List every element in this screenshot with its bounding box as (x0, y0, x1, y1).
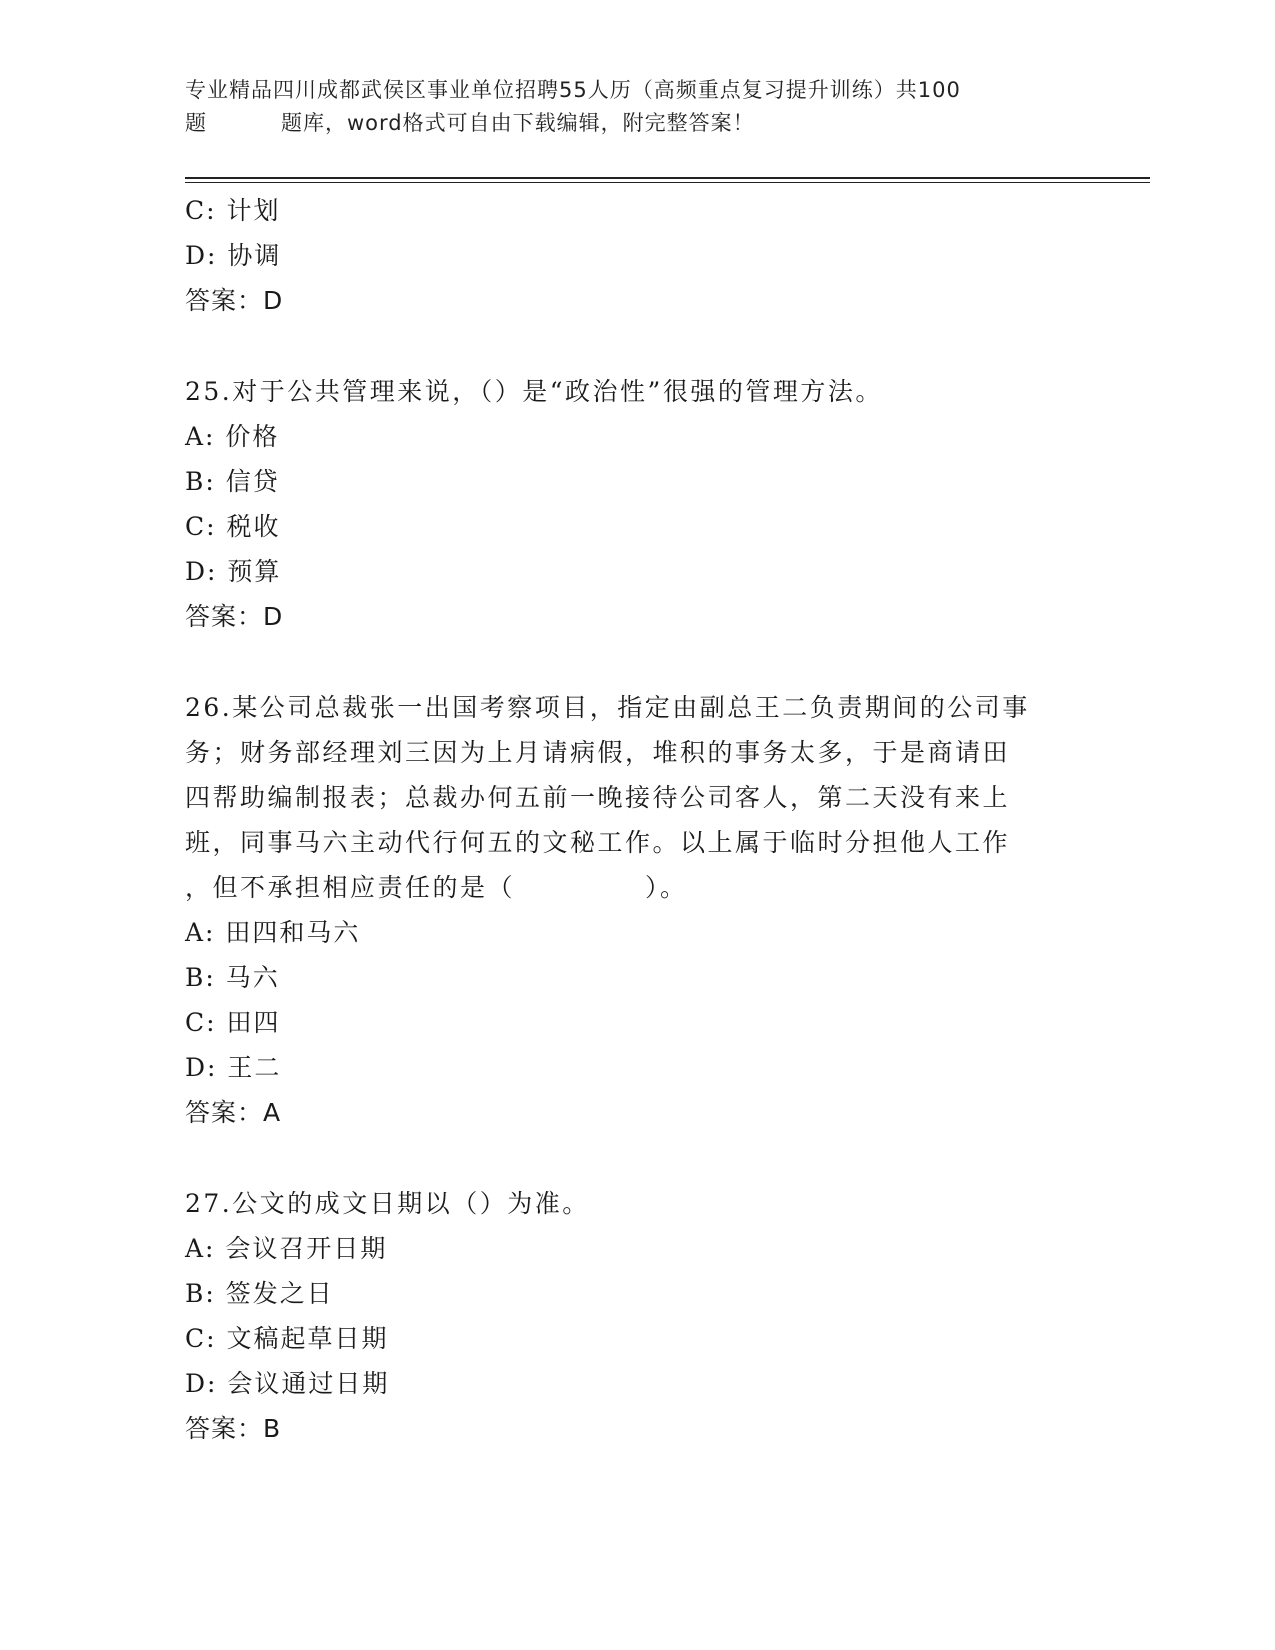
option-c: C: 文稿起草日期 (185, 1324, 389, 1353)
option-c: C: 计划 (185, 196, 281, 225)
option-b: B: 马六 (185, 963, 280, 992)
question-stem-line: 务；财务部经理刘三因为上月请病假，堆积的事务太多，于是商请田 (185, 738, 1011, 767)
question-stem-line: 班，同事马六主动代行何五的文秘工作。以上属于临时分担他人工作 (185, 828, 1011, 857)
header-title-fragment-2: 题库，word格式可自由下载编辑，附完整答案！ (281, 111, 755, 135)
option-a: A: 田四和马六 (185, 918, 361, 947)
header-title-line-1: 专业精品四川成都武侯区事业单位招聘55人历（高频重点复习提升训练）共100 (185, 78, 961, 102)
option-a: A: 会议召开日期 (185, 1234, 388, 1263)
question-block-27 (185, 1181, 1075, 1451)
question-block-25 (185, 369, 1075, 639)
header-divider-thin (185, 182, 1150, 183)
answer-line: 答案：A (185, 1098, 282, 1127)
answer-line: 答案：B (185, 1414, 282, 1443)
question-stem-fragment: ，但不承担相应责任的是（ (185, 873, 516, 902)
header-title-line-2 (185, 107, 1065, 140)
answer-line: 答案：D (185, 602, 284, 631)
question-block-26 (185, 685, 1075, 1135)
question-stem: 25.对于公共管理来说，（）是“政治性”很强的管理方法。 (185, 377, 883, 406)
option-d: D: 王二 (185, 1053, 282, 1082)
question-stem-line: 26.某公司总裁张一出国考察项目，指定由副总王二负责期间的公司事 (185, 693, 1030, 722)
option-d: D: 预算 (185, 557, 282, 586)
question-stem-fragment-end: ）。 (645, 873, 688, 902)
option-b: B: 签发之日 (185, 1279, 334, 1308)
option-d: D: 协调 (185, 241, 282, 270)
question-stem-line (185, 865, 1075, 910)
question-stem: 27.公文的成文日期以（）为准。 (185, 1189, 590, 1218)
option-b: B: 信贷 (185, 467, 280, 496)
answer-line: 答案：D (185, 286, 284, 315)
header-title-fragment: 题 (185, 111, 207, 135)
question-block-24 (185, 188, 1075, 323)
option-c: C: 税收 (185, 512, 281, 541)
header-divider-thick (185, 177, 1150, 179)
option-c: C: 田四 (185, 1008, 281, 1037)
question-stem-line: 四帮助编制报表；总裁办何五前一晚接待公司客人，第二天没有来上 (185, 783, 1011, 812)
option-d: D: 会议通过日期 (185, 1369, 390, 1398)
question-list (185, 188, 1075, 1451)
option-a: A: 价格 (185, 422, 280, 451)
document-header (185, 74, 1065, 140)
